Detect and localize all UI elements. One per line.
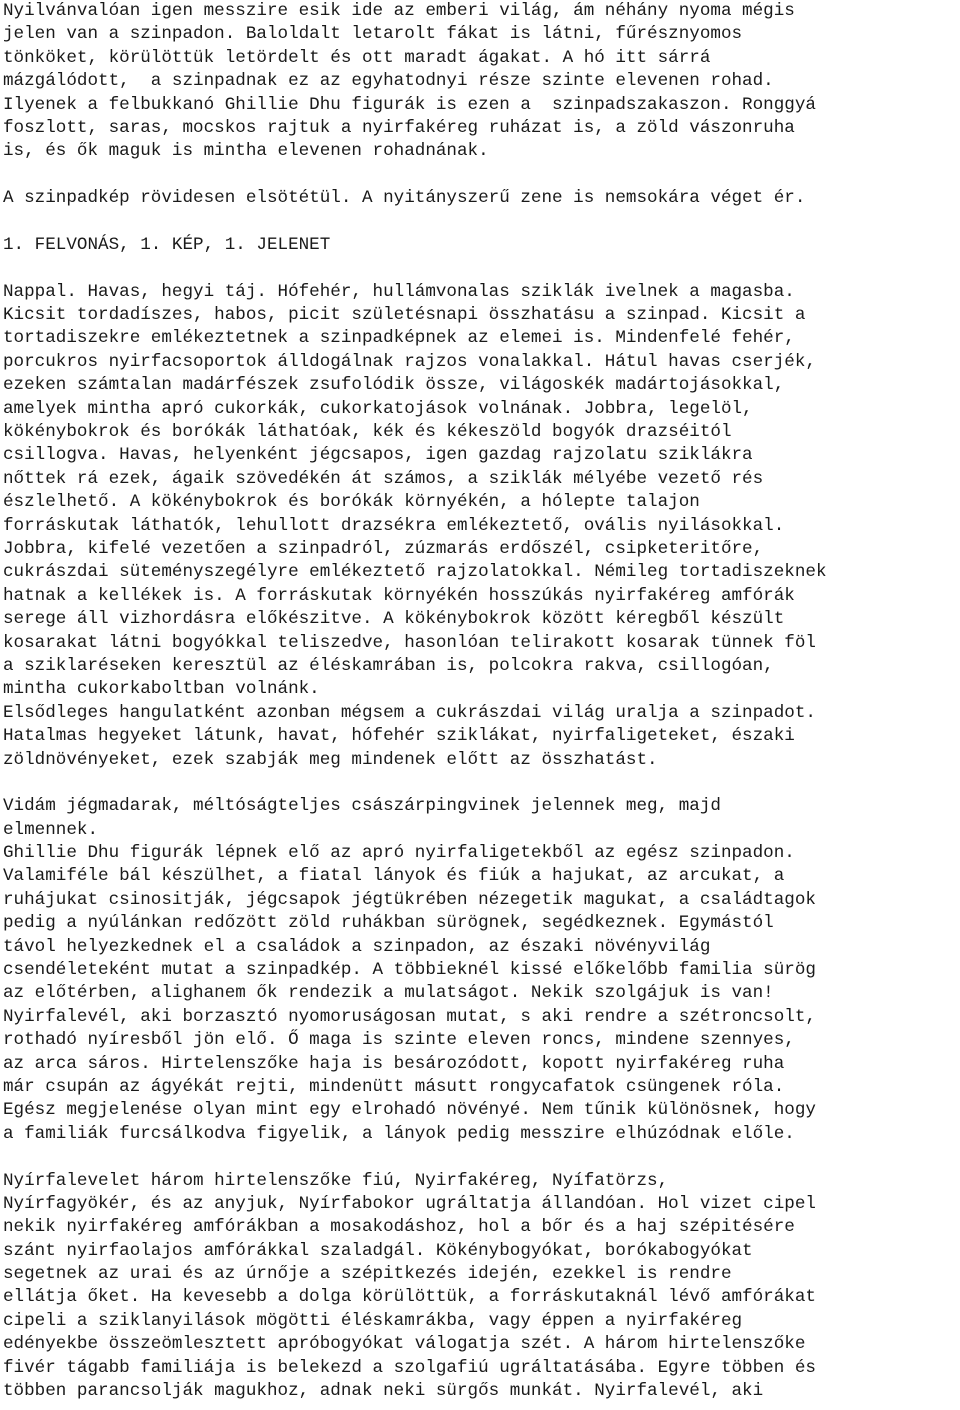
text-line: szánt nyirfaolajos amfórákkal szaladgál. Kökénybogyókat, borókabogyókat: [3, 1240, 753, 1261]
text-line: kosarakat látni bogyókkal teliszedve, hasonlóan telirakott kosarak tünnek föl: [3, 632, 816, 653]
text-line: Ghillie Dhu figurák lépnek elő az apró nyirfaligetekből az egész szinpadon.: [3, 843, 795, 864]
paragraph-ghillie-dhu: [3, 795, 960, 1146]
paragraph-stage-description: [3, 281, 960, 772]
text-line: nekik nyirfakéreg amfórákban a mosakodáshoz, hol a bőr és a haj szépitésére: [3, 1217, 795, 1238]
scene-heading: [3, 234, 960, 257]
paragraph-nyirfalevel: [3, 1170, 960, 1404]
text-line: rothadó nyíresből jön elő. Ő maga is szinte eleven roncs, mindene szennyes,: [3, 1030, 795, 1051]
text-line: az előtérben, alighanem ők rendezik a mulatságot. Nekik szolgájuk is van!: [3, 983, 774, 1004]
paragraph-gap: [3, 772, 960, 795]
text-line: az arca sáros. Hirtelenszőke haja is besározódott, kopott nyirfakéreg ruha: [3, 1053, 785, 1074]
text-line: már csupán az ágyékát rejti, mindenütt másutt rongycafatok csüngenek róla.: [3, 1076, 785, 1097]
text-line: is, és ők maguk is mintha elevenen rohadnának.: [3, 141, 489, 162]
paragraph-gap: [3, 257, 960, 280]
paragraph-gap: [3, 1146, 960, 1169]
text-line: amelyek mintha apró cukorkák, cukorkatojások volnának. Jobbra, legelöl,: [3, 398, 753, 419]
text-line: cukrászdai süteményszegélyre emlékeztető rajzolatokkal. Némileg tortadiszeknek: [3, 562, 827, 583]
paragraph-gap: [3, 164, 960, 187]
text-line: A szinpadkép rövidesen elsötétül. A nyitányszerű zene is nemsokára véget ér.: [3, 188, 806, 209]
text-line: Egész megjelenése olyan mint egy elrohadó növényé. Nem tűnik különösnek, hogy: [3, 1100, 816, 1121]
paragraph-intro: [3, 0, 960, 164]
text-line: Nyírfalevelet három hirtelenszőke fiú, Nyirfakéreg, Nyífatörzs,: [3, 1170, 669, 1191]
text-line: Nyírfagyökér, és az anyjuk, Nyírfabokor ugráltatja állandóan. Hol vizet cipel: [3, 1193, 816, 1214]
text-line: csillogva. Havas, helyenként jégcsapos, igen gazdag rajzolatu sziklákra: [3, 445, 753, 466]
text-line: tortadiszekre emlékeztetnek a szinpadképnek az elemei is. Mindenfelé fehér,: [3, 328, 795, 349]
text-line: csendéleteként mutat a szinpadkép. A többieknél kissé előkelőbb familia sürög: [3, 960, 816, 981]
text-line: segetnek az urai és az úrnője a szépitkezés idején, ezekkel is rendre: [3, 1264, 732, 1285]
text-line: foszlott, saras, mocskos rajtuk a nyirfakéreg ruházat is, a zöld vászonruha: [3, 117, 795, 138]
text-line: távol helyezkednek el a családok a szinpadon, az északi növényvilág: [3, 936, 711, 957]
document-page: [3, 0, 960, 1403]
text-line: Nyirfalevél, aki borzasztó nyomoruságosan mutat, s aki rendre a szétroncsolt,: [3, 1006, 816, 1027]
paragraph-scene-fade: [3, 187, 960, 210]
text-line: Kicsit tordadíszes, habos, picit születésnapi összhatásu a szinpad. Kicsit a: [3, 305, 806, 326]
text-line: Ilyenek a felbukkanó Ghillie Dhu figurák is ezen a szinpadszakaszon. Ronggyá: [3, 94, 816, 115]
text-line: edényekbe összeömlesztett apróbogyókat válogatja szét. A három hirtelenszőke: [3, 1334, 806, 1355]
text-line: serege áll vizhordásra előkészitve. A kökénybokrok között kéregből készült: [3, 609, 785, 630]
text-line: jelen van a szinpadon. Baloldalt letarolt fákat is látni, fűrésznyomos: [3, 24, 743, 45]
text-line: a sziklaréseken keresztül az éléskamrában is, polcokra rakva, csillogóan,: [3, 655, 774, 676]
text-line: tönköket, körülöttük letördelt és ott maradt ágakat. A hó itt sárrá: [3, 47, 711, 68]
heading-line: 1. FELVONÁS, 1. KÉP, 1. JELENET: [3, 234, 331, 255]
text-line: a familiák furcsálkodva figyelik, a lányok pedig messzire elhúzódnak előle.: [3, 1123, 795, 1144]
paragraph-gap: [3, 211, 960, 234]
text-line: elmennek.: [3, 819, 99, 840]
text-line: észlelhető. A kökénybokrok és borókák környékén, a hólepte talajon: [3, 492, 700, 513]
text-line: pedig a nyúlánkan redőzött zöld ruhákban sürögnek, segédkeznek. Egymástól: [3, 913, 774, 934]
text-line: Nyilvánvalóan igen messzire esik ide az emberi világ, ám néhány nyoma mégis: [3, 1, 795, 21]
text-line: cipeli a sziklanyilások mögötti éléskamrákba, vagy éppen a nyirfakéreg: [3, 1310, 743, 1331]
text-line: mintha cukorkaboltban volnánk.: [3, 679, 320, 700]
text-line: Jobbra, kifelé vezetően a szinpadról, zúzmarás erdőszél, csipketeritőre,: [3, 538, 764, 559]
text-line: kökénybokrok és borókák láthatóak, kék és kékeszöld bogyók drazséitól: [3, 422, 732, 443]
text-line: Valamiféle bál készülhet, a fiatal lányok és fiúk a hajukat, az arcukat, a: [3, 866, 785, 887]
text-line: Nappal. Havas, hegyi táj. Hófehér, hullámvonalas sziklák ivelnek a magasba.: [3, 281, 795, 302]
text-line: porcukros nyirfacsoportok álldogálnak rajzos vonalakkal. Hátul havas cserjék,: [3, 351, 816, 372]
text-line: többen parancsolják magukhoz, adnak neki sürgős munkát. Nyirfalevél, aki: [3, 1381, 764, 1402]
text-line: Vidám jégmadarak, méltóságteljes császárpingvinek jelennek meg, majd: [3, 796, 721, 817]
text-line: zöldnövényeket, ezek szabják meg mindenek előtt az összhatást.: [3, 749, 658, 770]
text-line: ezeken számtalan madárfészek zsufolódik össze, világoskék madártojásokkal,: [3, 375, 785, 396]
text-line: ellátja őket. Ha kevesebb a dolga körülöttük, a forráskutaknál lévő amfórákat: [3, 1287, 816, 1308]
text-line: fivér tágabb familiája is belekezd a szolgafiú ugráltatásába. Egyre többen és: [3, 1357, 816, 1378]
text-line: ruhájukat csinositják, jégcsapok jégtükrében nézegetik magukat, a családtagok: [3, 889, 816, 910]
text-line: nőttek rá ezek, ágaik szövedékén át számos, a sziklák mélyébe vezető rés: [3, 468, 764, 489]
text-line: mázgálódott, a szinpadnak ez az egyhatodnyi része szinte elevenen rohad.: [3, 71, 774, 92]
text-line: hatnak a kellékek is. A forráskutak környékén hosszúkás nyirfakéreg amfórák: [3, 585, 795, 606]
text-line: forráskutak láthatók, lehullott drazsékra emlékeztető, ovális nyilásokkal.: [3, 515, 785, 536]
text-line: Hatalmas hegyeket látunk, havat, hófehér sziklákat, nyirfaligeteket, északi: [3, 726, 795, 747]
text-line: Elsődleges hangulatként azonban mégsem a cukrászdai világ uralja a szinpadot.: [3, 702, 816, 723]
